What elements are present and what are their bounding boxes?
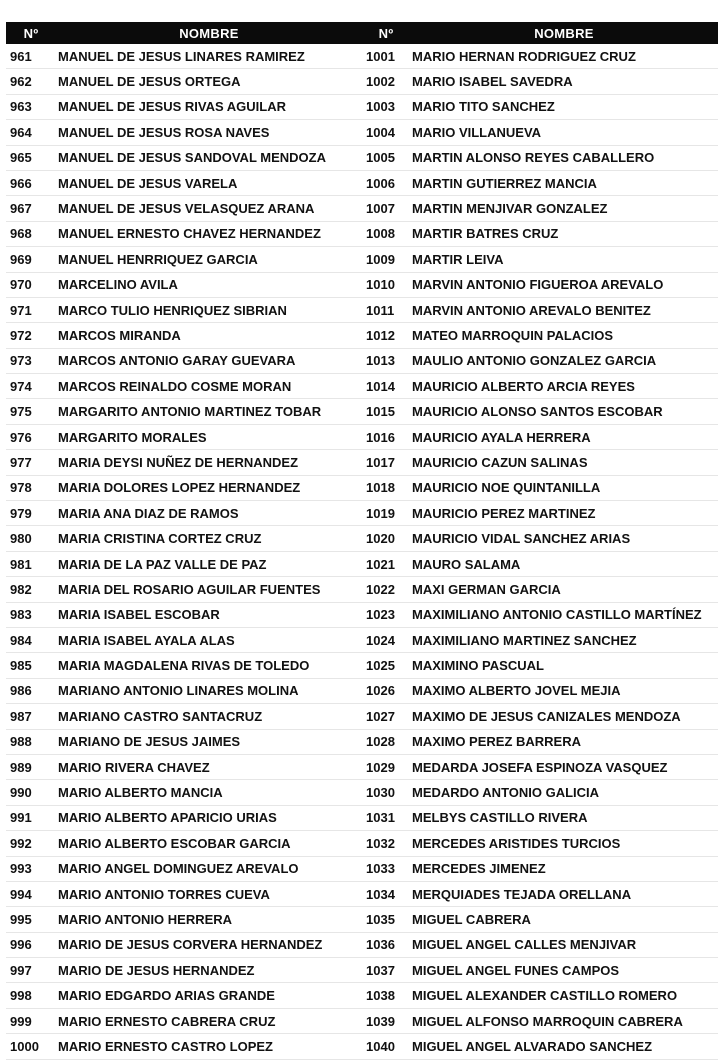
row-number-left: 961	[6, 44, 56, 69]
row-name-right: MELBYS CASTILLO RIVERA	[410, 805, 718, 830]
row-name-left: MARCOS REINALDO COSME MORAN	[56, 374, 362, 399]
row-name-left: MARIO ERNESTO CASTRO LOPEZ	[56, 1034, 362, 1059]
row-number-left: 978	[6, 475, 56, 500]
row-name-right: MERQUIADES TEJADA ORELLANA	[410, 881, 718, 906]
row-name-left: MARIO ALBERTO MANCIA	[56, 780, 362, 805]
row-number-left: 962	[6, 69, 56, 94]
row-number-right: 1003	[362, 94, 410, 119]
row-name-left: MARIA ISABEL ESCOBAR	[56, 602, 362, 627]
row-number-left: 995	[6, 907, 56, 932]
row-name-left: MANUEL DE JESUS VARELA	[56, 170, 362, 195]
row-number-left: 967	[6, 196, 56, 221]
header-name-left: NOMBRE	[56, 22, 362, 44]
row-number-right: 1002	[362, 69, 410, 94]
header-name-right: NOMBRE	[410, 22, 718, 44]
row-name-right: MARTIR BATRES CRUZ	[410, 221, 718, 246]
table-row	[6, 627, 718, 652]
row-name-left: MARIANO ANTONIO LINARES MOLINA	[56, 678, 362, 703]
row-number-left: 981	[6, 551, 56, 576]
table-row	[6, 348, 718, 373]
header-number-right: Nº	[362, 22, 410, 44]
row-number-right: 1020	[362, 526, 410, 551]
row-name-right: MAURICIO AYALA HERRERA	[410, 424, 718, 449]
row-name-left: MARIA ISABEL AYALA ALAS	[56, 627, 362, 652]
row-number-left: 982	[6, 577, 56, 602]
row-number-right: 1031	[362, 805, 410, 830]
table-row	[6, 602, 718, 627]
row-number-left: 972	[6, 323, 56, 348]
table-row	[6, 831, 718, 856]
table-row	[6, 577, 718, 602]
table-row	[6, 424, 718, 449]
table-row	[6, 881, 718, 906]
table-row	[6, 374, 718, 399]
row-name-right: MAURICIO ALBERTO ARCIA REYES	[410, 374, 718, 399]
table-row	[6, 551, 718, 576]
table-row	[6, 907, 718, 932]
row-number-right: 1018	[362, 475, 410, 500]
row-number-left: 974	[6, 374, 56, 399]
row-number-right: 1021	[362, 551, 410, 576]
row-number-right: 1006	[362, 170, 410, 195]
row-name-left: MARIA CRISTINA CORTEZ CRUZ	[56, 526, 362, 551]
row-name-left: MARGARITO MORALES	[56, 424, 362, 449]
row-number-right: 1035	[362, 907, 410, 932]
row-number-right: 1023	[362, 602, 410, 627]
row-number-right: 1033	[362, 856, 410, 881]
row-number-left: 997	[6, 958, 56, 983]
table-row	[6, 297, 718, 322]
row-number-left: 999	[6, 1008, 56, 1033]
header-number-left: Nº	[6, 22, 56, 44]
row-name-right: MAXIMILIANO ANTONIO CASTILLO MARTÍNEZ	[410, 602, 718, 627]
row-name-right: MAURICIO NOE QUINTANILLA	[410, 475, 718, 500]
row-name-left: MARCELINO AVILA	[56, 272, 362, 297]
row-number-right: 1019	[362, 501, 410, 526]
row-number-left: 990	[6, 780, 56, 805]
row-number-left: 983	[6, 602, 56, 627]
table-row	[6, 856, 718, 881]
table-row	[6, 1008, 718, 1033]
row-number-left: 991	[6, 805, 56, 830]
table-header	[6, 22, 718, 44]
row-name-right: MAULIO ANTONIO GONZALEZ GARCIA	[410, 348, 718, 373]
table-body	[6, 44, 718, 1059]
row-name-right: MAURO SALAMA	[410, 551, 718, 576]
row-number-right: 1025	[362, 653, 410, 678]
row-number-left: 986	[6, 678, 56, 703]
row-name-left: MARIO ALBERTO ESCOBAR GARCIA	[56, 831, 362, 856]
row-number-left: 984	[6, 627, 56, 652]
row-number-left: 985	[6, 653, 56, 678]
row-name-left: MARIA DOLORES LOPEZ HERNANDEZ	[56, 475, 362, 500]
row-name-left: MARIA DE LA PAZ VALLE DE PAZ	[56, 551, 362, 576]
row-number-right: 1015	[362, 399, 410, 424]
row-number-left: 970	[6, 272, 56, 297]
table-row	[6, 475, 718, 500]
row-name-left: MANUEL DE JESUS ORTEGA	[56, 69, 362, 94]
row-name-right: MERCEDES JIMENEZ	[410, 856, 718, 881]
row-name-left: MARIA MAGDALENA RIVAS DE TOLEDO	[56, 653, 362, 678]
row-number-left: 987	[6, 704, 56, 729]
row-number-right: 1028	[362, 729, 410, 754]
row-name-left: MARCO TULIO HENRIQUEZ SIBRIAN	[56, 297, 362, 322]
row-name-left: MARIO ALBERTO APARICIO URIAS	[56, 805, 362, 830]
row-name-left: MANUEL DE JESUS LINARES RAMIREZ	[56, 44, 362, 69]
row-number-right: 1037	[362, 958, 410, 983]
row-number-left: 998	[6, 983, 56, 1008]
row-name-left: MARIA DEL ROSARIO AGUILAR FUENTES	[56, 577, 362, 602]
table-row	[6, 221, 718, 246]
row-name-right: MIGUEL ANGEL ALVARADO SANCHEZ	[410, 1034, 718, 1059]
row-number-left: 971	[6, 297, 56, 322]
row-number-right: 1009	[362, 247, 410, 272]
row-name-left: MANUEL ERNESTO CHAVEZ HERNANDEZ	[56, 221, 362, 246]
row-name-right: MERCEDES ARISTIDES TURCIOS	[410, 831, 718, 856]
row-number-right: 1040	[362, 1034, 410, 1059]
row-name-left: MARIO ANTONIO HERRERA	[56, 907, 362, 932]
row-number-left: 994	[6, 881, 56, 906]
row-number-right: 1014	[362, 374, 410, 399]
row-name-right: MATEO MARROQUIN PALACIOS	[410, 323, 718, 348]
row-name-right: MEDARDO ANTONIO GALICIA	[410, 780, 718, 805]
row-name-right: MIGUEL ANGEL CALLES MENJIVAR	[410, 932, 718, 957]
row-name-left: MARIO RIVERA CHAVEZ	[56, 754, 362, 779]
row-number-right: 1029	[362, 754, 410, 779]
table-row	[6, 1034, 718, 1059]
row-number-right: 1011	[362, 297, 410, 322]
row-name-right: MARIO HERNAN RODRIGUEZ CRUZ	[410, 44, 718, 69]
row-name-right: MAXI GERMAN GARCIA	[410, 577, 718, 602]
row-name-right: MAXIMO PEREZ BARRERA	[410, 729, 718, 754]
row-number-left: 963	[6, 94, 56, 119]
row-number-right: 1004	[362, 120, 410, 145]
row-number-right: 1022	[362, 577, 410, 602]
row-number-left: 976	[6, 424, 56, 449]
row-name-left: MANUEL DE JESUS SANDOVAL MENDOZA	[56, 145, 362, 170]
table-row	[6, 932, 718, 957]
row-number-left: 993	[6, 856, 56, 881]
row-name-left: MARIA ANA DIAZ DE RAMOS	[56, 501, 362, 526]
row-number-right: 1039	[362, 1008, 410, 1033]
table-row	[6, 170, 718, 195]
row-name-right: MAXIMILIANO MARTINEZ SANCHEZ	[410, 627, 718, 652]
row-name-left: MANUEL HENRRIQUEZ GARCIA	[56, 247, 362, 272]
table-row	[6, 678, 718, 703]
row-name-right: MAURICIO PEREZ MARTINEZ	[410, 501, 718, 526]
row-number-right: 1005	[362, 145, 410, 170]
row-name-left: MANUEL DE JESUS ROSA NAVES	[56, 120, 362, 145]
table-row	[6, 399, 718, 424]
row-name-left: MANUEL DE JESUS VELASQUEZ ARANA	[56, 196, 362, 221]
table-row	[6, 196, 718, 221]
table-row	[6, 272, 718, 297]
row-name-left: MARIO DE JESUS HERNANDEZ	[56, 958, 362, 983]
row-number-right: 1034	[362, 881, 410, 906]
row-number-right: 1026	[362, 678, 410, 703]
row-name-right: MAURICIO CAZUN SALINAS	[410, 450, 718, 475]
row-number-left: 988	[6, 729, 56, 754]
row-number-right: 1036	[362, 932, 410, 957]
row-name-right: MAXIMINO PASCUAL	[410, 653, 718, 678]
row-number-right: 1010	[362, 272, 410, 297]
row-number-left: 966	[6, 170, 56, 195]
row-name-left: MARCOS ANTONIO GARAY GUEVARA	[56, 348, 362, 373]
row-name-right: MARIO ISABEL SAVEDRA	[410, 69, 718, 94]
table-row	[6, 120, 718, 145]
row-number-right: 1038	[362, 983, 410, 1008]
row-name-right: MIGUEL ALEXANDER CASTILLO ROMERO	[410, 983, 718, 1008]
row-name-right: MAURICIO ALONSO SANTOS ESCOBAR	[410, 399, 718, 424]
row-number-right: 1017	[362, 450, 410, 475]
row-name-left: MARIO ERNESTO CABRERA CRUZ	[56, 1008, 362, 1033]
row-name-left: MARIO DE JESUS CORVERA HERNANDEZ	[56, 932, 362, 957]
row-number-right: 1001	[362, 44, 410, 69]
row-number-left: 979	[6, 501, 56, 526]
table-row	[6, 653, 718, 678]
row-number-right: 1008	[362, 221, 410, 246]
table-row	[6, 780, 718, 805]
table-row	[6, 247, 718, 272]
table-row	[6, 754, 718, 779]
row-name-right: MAXIMO DE JESUS CANIZALES MENDOZA	[410, 704, 718, 729]
table-row	[6, 69, 718, 94]
name-list-page	[6, 22, 718, 1060]
row-name-right: MARVIN ANTONIO AREVALO BENITEZ	[410, 297, 718, 322]
row-number-right: 1007	[362, 196, 410, 221]
row-number-left: 969	[6, 247, 56, 272]
row-number-left: 965	[6, 145, 56, 170]
row-number-left: 996	[6, 932, 56, 957]
row-name-right: MARTIN GUTIERREZ MANCIA	[410, 170, 718, 195]
table-row	[6, 450, 718, 475]
row-number-left: 968	[6, 221, 56, 246]
table-row	[6, 94, 718, 119]
row-name-right: MARVIN ANTONIO FIGUEROA AREVALO	[410, 272, 718, 297]
row-name-right: MIGUEL CABRERA	[410, 907, 718, 932]
row-name-left: MARIANO DE JESUS JAIMES	[56, 729, 362, 754]
row-name-left: MARCOS MIRANDA	[56, 323, 362, 348]
row-number-right: 1032	[362, 831, 410, 856]
table-row	[6, 983, 718, 1008]
row-number-right: 1030	[362, 780, 410, 805]
row-number-left: 977	[6, 450, 56, 475]
row-number-left: 975	[6, 399, 56, 424]
names-table	[6, 22, 718, 1060]
row-name-right: MAURICIO VIDAL SANCHEZ ARIAS	[410, 526, 718, 551]
row-name-left: MARGARITO ANTONIO MARTINEZ TOBAR	[56, 399, 362, 424]
row-name-right: MIGUEL ALFONSO MARROQUIN CABRERA	[410, 1008, 718, 1033]
row-number-right: 1024	[362, 627, 410, 652]
row-name-right: MAXIMO ALBERTO JOVEL MEJIA	[410, 678, 718, 703]
row-number-left: 980	[6, 526, 56, 551]
row-number-right: 1013	[362, 348, 410, 373]
row-name-left: MARIO ANTONIO TORRES CUEVA	[56, 881, 362, 906]
row-name-left: MANUEL DE JESUS RIVAS AGUILAR	[56, 94, 362, 119]
table-row	[6, 44, 718, 69]
row-number-left: 992	[6, 831, 56, 856]
table-row	[6, 805, 718, 830]
row-number-right: 1016	[362, 424, 410, 449]
table-row	[6, 958, 718, 983]
row-name-right: MARIO VILLANUEVA	[410, 120, 718, 145]
row-name-left: MARIA DEYSI NUÑEZ DE HERNANDEZ	[56, 450, 362, 475]
row-name-right: MARTIN ALONSO REYES CABALLERO	[410, 145, 718, 170]
table-row	[6, 145, 718, 170]
row-number-right: 1027	[362, 704, 410, 729]
table-row	[6, 323, 718, 348]
row-number-left: 964	[6, 120, 56, 145]
table-row	[6, 501, 718, 526]
row-name-right: MARIO TITO SANCHEZ	[410, 94, 718, 119]
table-row	[6, 729, 718, 754]
row-number-left: 1000	[6, 1034, 56, 1059]
row-number-right: 1012	[362, 323, 410, 348]
row-name-right: MEDARDA JOSEFA ESPINOZA VASQUEZ	[410, 754, 718, 779]
row-name-left: MARIO ANGEL DOMINGUEZ AREVALO	[56, 856, 362, 881]
table-row	[6, 526, 718, 551]
row-name-left: MARIANO CASTRO SANTACRUZ	[56, 704, 362, 729]
row-name-right: MIGUEL ANGEL FUNES CAMPOS	[410, 958, 718, 983]
row-name-left: MARIO EDGARDO ARIAS GRANDE	[56, 983, 362, 1008]
row-number-left: 989	[6, 754, 56, 779]
row-name-right: MARTIR LEIVA	[410, 247, 718, 272]
table-row	[6, 704, 718, 729]
row-name-right: MARTIN MENJIVAR GONZALEZ	[410, 196, 718, 221]
row-number-left: 973	[6, 348, 56, 373]
